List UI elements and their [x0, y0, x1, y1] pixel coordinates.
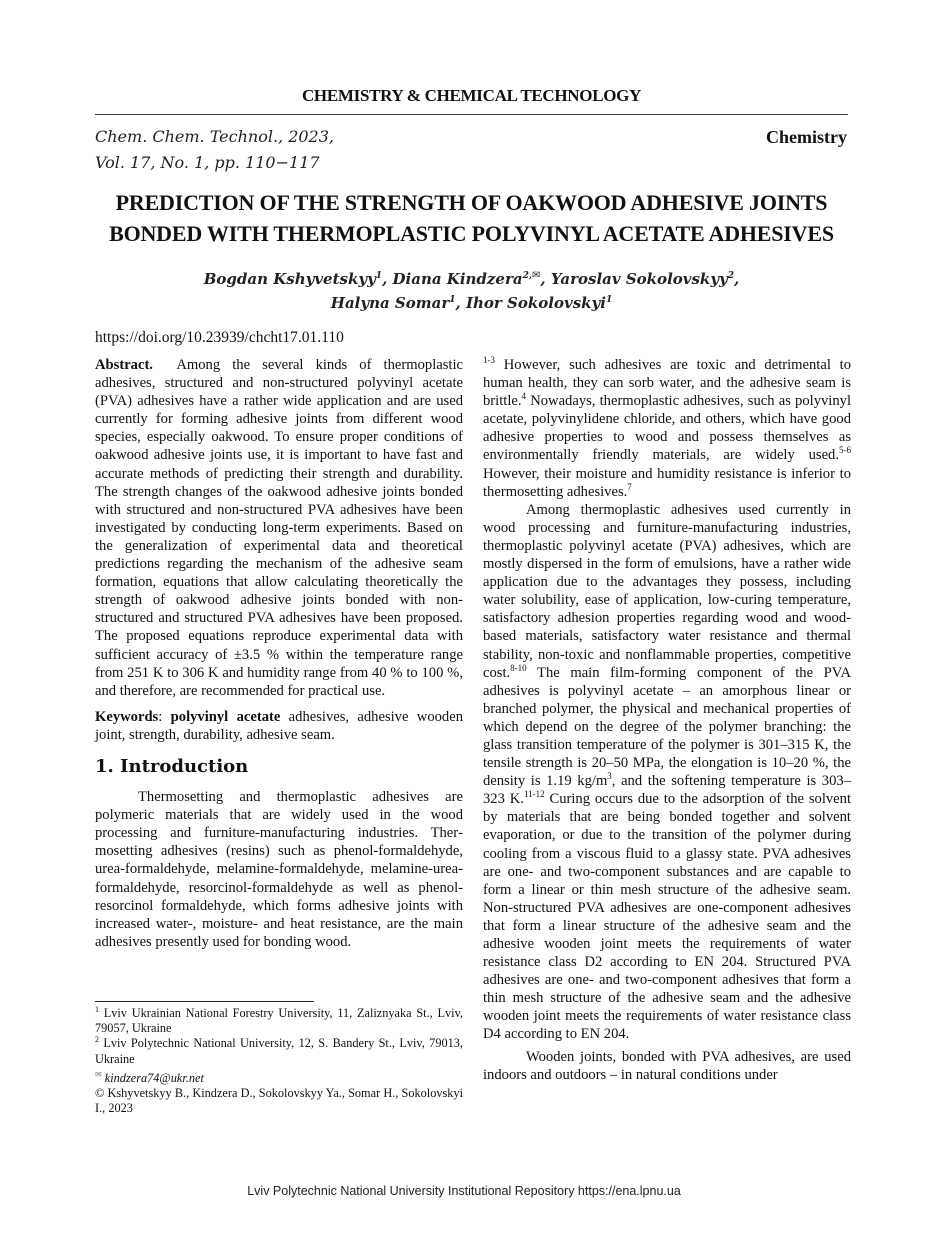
author-affiliation: 2,	[522, 271, 533, 281]
citation	[95, 124, 334, 176]
corresponding-email	[95, 1067, 463, 1086]
header-divider	[95, 114, 848, 115]
affiliation-text: Lviv Ukrainian National Forestry University, 11, Zaliznyaka St., Lviv, 79057, Ukraine	[95, 1006, 463, 1036]
repository-footer: Lviv Polytechnic National University Institutional Repository https://ena.lpnu.ua	[247, 1184, 681, 1198]
author-name: Yaroslav Sokolovskyy	[550, 270, 728, 288]
paragraph-text: Among thermoplastic adhesives used currently in wood processing and furniture-manufacturing industries, thermoplastic polyvinyl acetate (PVA) adhesives, which are mostly dispersed in the form of emulsions, have a rather wide application due to the advantages they possess, including water solubility, ease of application, low-curing temperature, satisfactory adhesion properties regarding wood and wood-based materials, satisfactory water resistance and thermal stability, non-toxic and nonflammable properties, competitive cost.	[483, 501, 851, 681]
email-link[interactable]: kindzera74@ukr.net	[104, 1070, 204, 1085]
copyright: © Kshyvetskyy B., Kindzera D., Sokolovskyy Ya., Somar H., Sokolovskyi I., 2023	[95, 1086, 463, 1116]
abstract	[95, 356, 463, 700]
affiliation-2	[95, 1036, 463, 1066]
keyword-bold: polyvinyl acetate	[170, 708, 281, 725]
footnotes	[95, 1006, 463, 1117]
superscript: 3	[607, 771, 612, 782]
paragraph-text: Curing occurs due to the adsorption of the solvent by materials that are being bonded together and solvent evaporation, or due to the transition of the polymer during cooling from a viscous fluid to a glassy state. PVA adhesives are one- and two-component substances and are capable to form a linear or thin mesh structure of the adhesive seam. Non-structured PVA adhesives are one-component adhesives that form a linear structure of the adhesive seam and the adhesive wooden joint meets the requirements of water resistance class D2 according to EN 204. Structured PVA adhesives are one- and two-component adhesives that form a thin mesh structure of the adhesive seam and the adhesive wooden joint meets the requirements of water resistance class D4 according to EN 204.	[483, 791, 852, 1043]
author-affiliation: 1	[375, 271, 383, 281]
author-name: Halyna Somar	[330, 294, 450, 312]
paragraph-text: Nowadays, thermoplastic adhesives, such as polyvinyl acetate, polyvinylidene chloride, and others, which have good adhesive properties to wood and possess themselves as environmentally friendly materials, are widely used.	[483, 393, 851, 464]
citation-line-1: Chem. Chem. Technol., 2023,	[95, 127, 334, 146]
intro-paragraph-2	[483, 501, 851, 1044]
author-affiliation: 1	[449, 295, 456, 305]
section-heading-introduction: 1. Introduction	[95, 755, 249, 777]
keywords: Keywords: polyvinyl acetate adhesives, adhesive wooden joint, strength, durability, adhesive seam.	[95, 708, 463, 743]
footnote-divider	[95, 1001, 314, 1002]
intro-paragraph-1: Thermosetting and thermoplastic adhesives are polymeric materials that are widely used in the wood processing and furniture-manufacturing industries. Thermosetting adhesives (resins) such as phenol-formaldehyde, urea-formaldehyde, melamine-formaldehyde, melamine-urea-formaldehyde, resorcinol-formaldehyde as well as phenol-resorcinol formaldehyde, which forms adhesive joints with increased water-, moisture- and heat resistance, are the main adhesives presently used for bonding wood.	[95, 789, 463, 950]
abstract-text: Among the several kinds of thermoplastic adhesives, structured and non-structured polyvinyl acetate (PVA) adhesives have a rather wide application and are used currently for forming adhesive joints from different wood species, especially oakwood. To ensure proper conditions of oakwood adhesive joints use, it is important to have fast and accurate methods of predicting their strength and durability. The strength changes of the oakwood adhesive joints bonded with structured and non-structured PVA adhesives have been investigated by conducting long-term experiments. Based on the generalization of experimental data and theoretical predictions regarding the mechanism of the adhesive seam formation, equations that allow calculating theoretically the strength of oakwood adhesive joints bonded with non-structured and structured PVA adhesives have been proposed. The proposed equations reproduce experimental data with sufficient accuracy of ±3.5 % within the temperature range from 251 K to 306 K and humidity range from 40 % to 100 %, and therefore, are recommended for practical use.	[95, 357, 463, 699]
title-line-1: PREDICTION OF THE STRENGTH OF OAKWOOD ADHESIVE JOINTS	[115, 190, 828, 215]
reference-marker[interactable]: 11-12	[523, 789, 545, 800]
author-list: Bogdan Kshyvetskyy$^1$, Diana Kindzera$^{2,✉}$, Yaroslav Sokolovskyy$^2$, Halyna Somar$^1$, Ihor Sokolovskyi$^1$	[203, 270, 740, 312]
reference-marker[interactable]: 5-6	[839, 445, 851, 456]
right-column	[483, 356, 851, 1084]
reference-marker[interactable]: 1-3	[483, 355, 495, 366]
article-title	[95, 187, 848, 249]
keywords-label: Keywords	[95, 708, 159, 725]
footnote-number: 2	[95, 1035, 99, 1045]
author-name: Diana Kindzera	[392, 270, 523, 288]
doi-link[interactable]: https://doi.org/10.23939/chcht17.01.110	[95, 329, 344, 346]
title-line-2: BONDED WITH THERMOPLASTIC POLYVINYL ACETATE ADHESIVES	[109, 221, 834, 246]
reference-marker[interactable]: 8-10	[510, 662, 527, 673]
envelope-icon: ✉	[532, 270, 541, 281]
affiliation-1	[95, 1006, 463, 1036]
envelope-icon: ✉	[95, 1069, 102, 1079]
paragraph-text: However, such adhesives are toxic and detrimental to human health, they can sorb water, and the adhesive seam is brittle.	[483, 357, 851, 410]
section-tag: Chemistry	[766, 127, 847, 147]
left-column	[95, 356, 463, 951]
paragraph-text: However, their moisture and humidity resistance is inferior to thermosetting adhesives.	[483, 465, 851, 500]
reference-marker[interactable]: 4	[521, 391, 527, 402]
footnote-number: 1	[95, 1004, 99, 1014]
reference-marker[interactable]: 7	[627, 481, 632, 492]
author-affiliation: 1	[605, 295, 613, 305]
intro-paragraph-3: Wooden joints, bonded with PVA adhesives, are used indoors and outdoors – in natural conditions under	[483, 1048, 851, 1083]
affiliation-text: Lviv Polytechnic National University, 12, S. Bandery St., Lviv, 79013, Ukraine	[95, 1036, 463, 1066]
author-name: Ihor Sokolovskyi	[465, 294, 606, 312]
citation-line-2: Vol. 17, No. 1, pp. 110−117	[95, 153, 320, 172]
abstract-label: Abstract.	[95, 357, 153, 373]
keywords-rest: adhesives, adhesive wooden joint, strength, durability, adhesive seam.	[95, 708, 463, 743]
author-affiliation: 2	[727, 271, 735, 281]
journal-name: CHEMISTRY & CHEMICAL TECHNOLOGY	[301, 86, 642, 105]
paragraph-text: The main film-forming component of the PVA adhesives is polyvinyl acetate – an amorphous linear or branched polymer, the physical and mechanical properties of which depend on the degree of the polymer branching: the glass transition temperature of the polymer is 301–315 K, the tensile strength is 20–50 MPa, the elongation is 10–20 %, the density is 1.19 kg/m	[483, 664, 851, 790]
intro-paragraph-1-continued	[483, 356, 851, 501]
paragraph-text: , and the softening temperature is 303–323 K.	[483, 773, 851, 808]
author-name: Bogdan Kshyvetskyy	[203, 270, 376, 288]
